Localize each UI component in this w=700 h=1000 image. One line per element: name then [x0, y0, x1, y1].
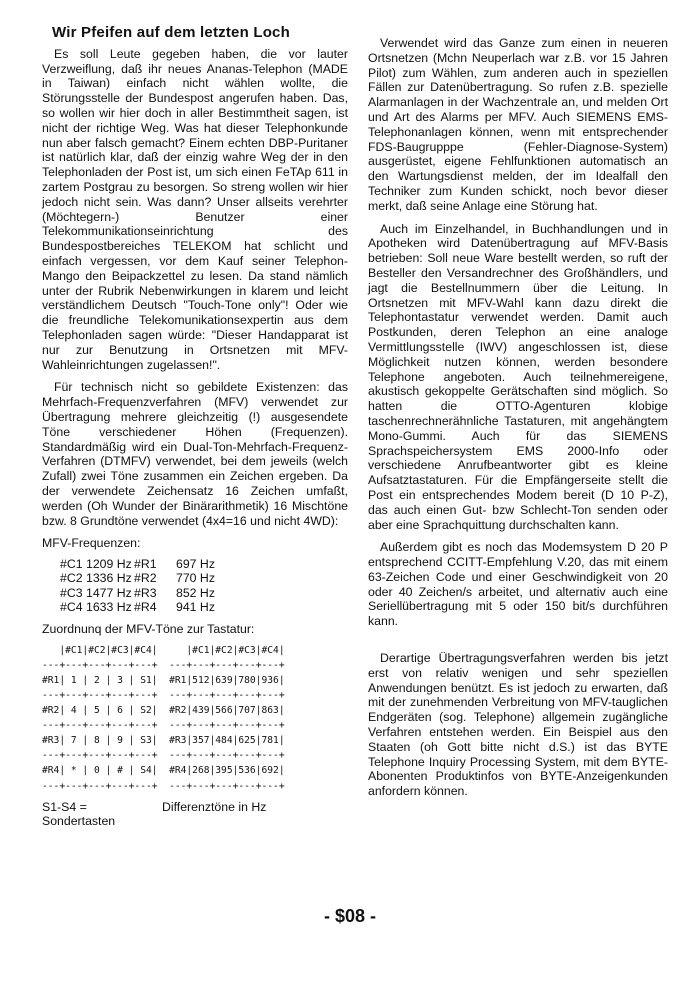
- column-frequency: #C2 1336 Hz: [60, 571, 132, 586]
- frequency-row: [60, 571, 348, 585]
- row-frequency: 941 Hz: [176, 599, 215, 614]
- frequency-row: [60, 586, 348, 600]
- paragraph-modem: Außerdem gibt es noch das Modemsystem D 20 P entsprechend CCITT-Empfehlung V.20, das mit einem 63-Zeichen Code und einer Geschwindigkeit von 20 oder 40 Zeichen/s arbeitet, und alternativ auch eine Seriellübertragung mit 5 oder 150 bit/s durchführen kann.: [368, 540, 668, 629]
- frequency-list: [60, 557, 348, 614]
- table-legend: [42, 800, 348, 830]
- row-frequency: 697 Hz: [176, 557, 215, 572]
- paragraph-retail: Auch im Einzelhandel, in Buchhandlungen und in Apotheken wird Datenübertragung auf MFV-Basis betrieben: Soll neue Ware bestellt werden, so ruft der Besteller den Versandrechner des Großhändlers, und jagt die Bestellnummern über die Leitung. In Ortsnetzen mit MFV-Wahl kann dazu direkt die Telephontastatur verwendet werden. Damit auch Postkunden, deren Telephon an eine analoge Vermittlungsstelle (IWV) angeschlossen ist, diese Möglichkeit nutzen können, werden besondere Telephone angeboten. Auch teilnehmereigene, akustisch gekoppelte Gerätschaften sind möglich. So hatten die OTTO-Agenturen klobige taschenrechnerähnliche Tastaturen, mit angehängtem Mono-Gummi. Auch für das SIEMENS Sprachspeichersystem EMS 2000-Info oder verschiedene Anrufbeantworter gibt es kleine Aufsatztastaturen. Für die Empfängerseite stellt die Post ein entsprechendes Modem bereit (D 10 P-Z), das auch einen Gut- bzw Schlecht-Ton senden oder aber eine Sprachquittung durchschalten kann.: [368, 221, 668, 532]
- paragraph-mfv-explanation: Für technisch nicht so gebildete Existenzen: das Mehrfach-Frequenzverfahren (MFV) verwendet zur Übertragung mehrere gleichzeitig (!) ausgesendete Töne verschiedener Höhen (Frequenzen). Standardmäßig wird ein Dual-Ton-Mehrfach-Frequenz-Verfahren (DTMFV) verwendet, bei dem jeweils (welch Zufall) zwei Töne zusammen ein Zeichen ergeben. Da der verwendete Zeichensatz 16 Zeichen umfaßt, werden (Oh Wunder der Binärarithmetik) 16 Mischtöne bzw. 8 Grundtöne verwendet (4x4=16 und nicht 4WD):: [42, 380, 348, 528]
- right-column: [368, 36, 668, 807]
- frequency-row: [60, 557, 348, 571]
- frequency-row: [60, 600, 348, 614]
- row-frequency: 770 Hz: [176, 571, 215, 586]
- row-label: #R2: [134, 571, 157, 586]
- column-frequency: #C1 1209 Hz: [60, 557, 132, 572]
- row-label: #R4: [134, 599, 157, 614]
- left-column: [42, 26, 348, 829]
- column-frequency: #C3 1477 Hz: [60, 585, 132, 600]
- row-label: #R3: [134, 585, 157, 600]
- legend-difference-tones: Differenztöne in Hz: [162, 799, 267, 814]
- row-label: #R1: [134, 557, 157, 572]
- article-title: Wir Pfeifen auf dem letzten Loch: [52, 24, 290, 41]
- column-frequency: #C4 1633 Hz: [60, 599, 132, 614]
- spacer: [368, 637, 668, 651]
- keypad-tone-table: |#C1|#C2|#C3|#C4| |#C1|#C2|#C3|#C4| ---+---+---+---+---+ ---+---+---+---+---+ #R1| 1 | 2 | 3 | S1| #R1|512|639|780|936| ---+---+---+---+---+ ---+---+---+---+---+ #R2| 4 | 5 | 6 | S2| #R2|439|566|707|863| ---+---+---+---+---+ ---+---+---+---+---+ #R3| 7 | 8 | 9 | S3| #R3|357|484|625|781| ---+---+---+---+---+ ---+---+---+---+---+ #R4| * | 0 | # | S4| #R4|268|395|536|692| ---+---+---+---+---+ ---+---+---+---+---+: [42, 644, 285, 792]
- paragraph-intro: Es soll Leute gegeben haben, die vor lauter Verzweiflung, daß ihr neues Ananas-Telephon (MADE in Taiwan) einfach nicht wählen wollte, die Störungsstelle der Bundespost angerufen haben. Das, so wollen wir hier doch in aller Bestimmtheit sagen, ist nicht der richtige Weg. Was hat dieser Telephonkunde nun aber falsch gemacht? Einem echten DBP-Puritaner ist natürlich klar, daß der einzig wahre Weg der in den Telephonladen der Post ist, um sich einen FeTAp 611 in zartem Postgrau zu besorgen. So streng wollen wir hier jedoch nicht sein. Was dann? Unser allseits verehrter (Möchtegern-) Benutzer einer Telekommunikationseinrichtung des Bundespostbereiches TELEKOM hat schlicht und einfach vergessen, vor dem Kauf seiner Telephon-Mango den Beipackzettel zu lesen. Da stand nämlich unter der Rubrik Nebenwirkungen in klarem und leicht verständlichem Deutsch "Touch-Tone only"! Oder wie die freundliche Telekomunikationsexpertin aus dem Telephonladen sagen würde: "Dieser Handapparat ist nur zur Benutzung in Ortsnetzen mit MFV-Wahleinrichtungen zugelassen!".: [42, 46, 348, 372]
- table-heading: Zuordnunq der MFV-Töne zur Tastatur:: [42, 621, 255, 636]
- paragraph-usage: Verwendet wird das Ganze zum einen in neueren Ortsnetzen (Mchn Neuperlach war z.B. vor 15 Jahren Pilot) zum Wählen, zum anderen auch in speziellen Fällen zur Datenübertragung. So rufen z.B. spezielle Alarmanlagen in der Wachzentrale an, und melden Ort und Art des Alarms per MFV. Auch SIEMENS EMS-Telephonanlagen können, wenn mit entsprechender FDS-Baugrupppe (Fehler-Diagnose-System) ausgerüstet, eigene Fehlfunktionen automatisch an den Wartungsdienst melden, der im Idealfall den Techniker zum Kunden schickt, noch bevor dieser merkt, daß seine Anlage eine Störung hat.: [368, 36, 668, 213]
- paragraph-outlook: Derartige Übertragungsverfahren werden bis jetzt erst von relativ wenigen und sehr speziellen Anwendungen benützt. Es ist jedoch zu erwarten, daß mit der zunehmenden Verbreitung von MFV-tauglichen Endgeräten (sog. Telephone) allgemein zugängliche Verfahren entstehen werden. Ein Beispiel aus den Staaten (oh Gott bitte nicht d.S.) ist das BYTE Telephone Inquiry Processing System, mit dem BYTE-Abonenten Produktinfos von BYTE-Anzeigenkunden anfordern können.: [368, 651, 668, 799]
- row-frequency: 852 Hz: [176, 585, 215, 600]
- frequency-heading: MFV-Frequenzen:: [42, 536, 141, 551]
- page-number: - $08 -: [323, 906, 377, 926]
- legend-special-keys: S1-S4 = Sondertasten: [42, 799, 116, 829]
